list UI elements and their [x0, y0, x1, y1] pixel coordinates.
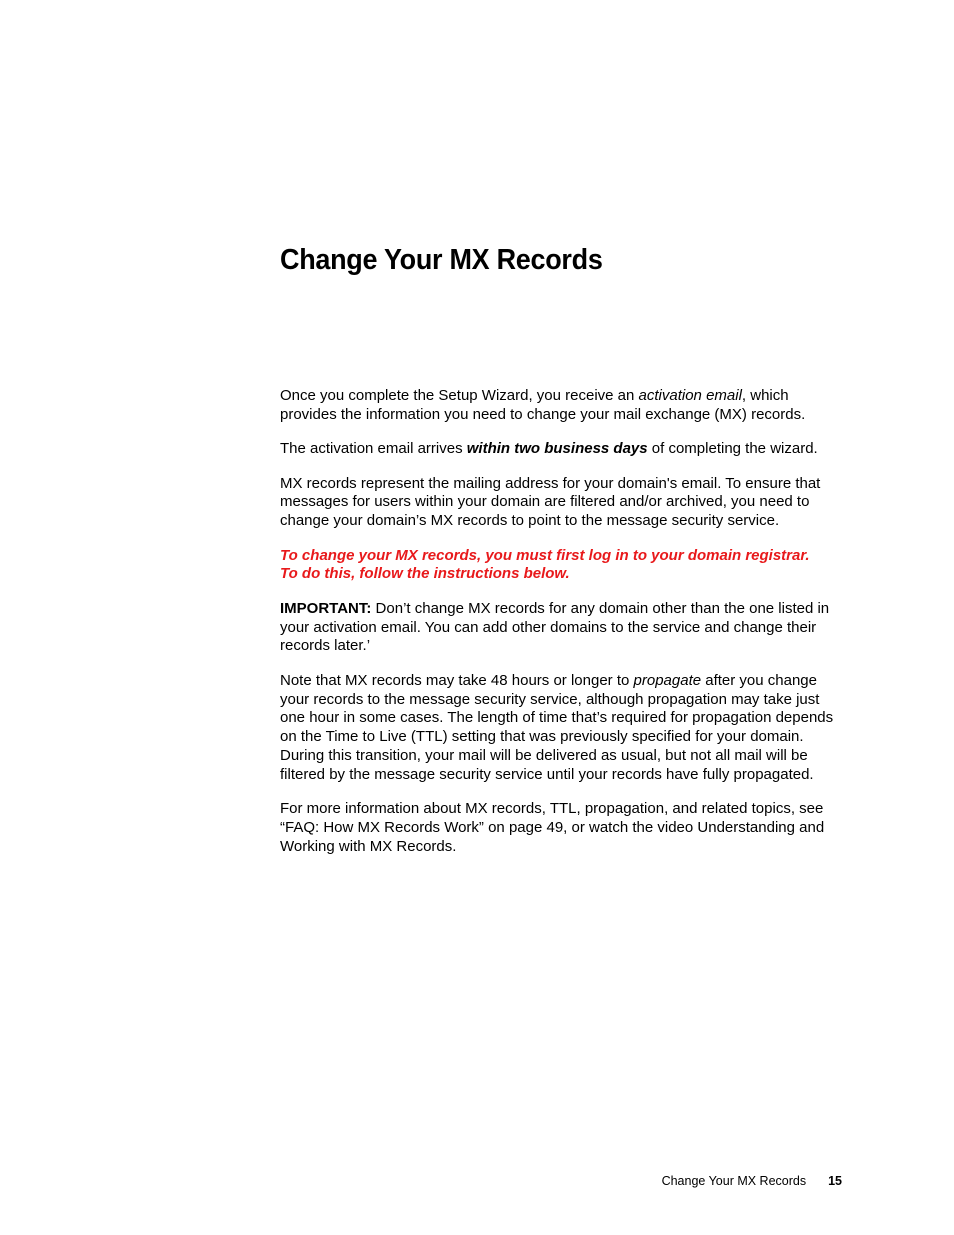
paragraph-mx-records-definition: MX records represent the mailing address for your domain's email. To ensure that messages for users within your domain are filtered and/or archived, you need to change your domain’s MX records to point to the message security service.	[280, 474, 821, 530]
important-note: IMPORTANT: Don’t change MX records for any domain other than the one listed in your activation email. You can add other domains to the service and change their records later.’	[280, 599, 830, 655]
page-footer	[0, 1174, 842, 1188]
emphasis-two-business-days: within two business days	[466, 440, 648, 458]
emphasis-activation-email: activation email	[638, 387, 742, 404]
emphasis-propagate: propagate	[633, 671, 702, 689]
paragraph-activation-email: Once you complete the Setup Wizard, you receive an activation email, which provides the information you need to change your mail exchange (MX) records.	[280, 387, 806, 423]
page-number: 15	[828, 1174, 842, 1188]
paragraph-more-info: For more information about MX records, TTL, propagation, and related topics, see “FAQ: How MX Records Work” on page 49, or watch the video Understanding and Working with MX Records.	[280, 800, 825, 855]
footer-section-title: Change Your MX Records	[661, 1174, 807, 1188]
body-content	[280, 387, 846, 872]
page-title: Change Your MX Records	[280, 244, 603, 276]
paragraph-arrival-time: The activation email arrives within two business days of completing the wizard.	[280, 440, 818, 458]
paragraph-propagation: Note that MX records may take 48 hours or longer to propagate after you change your records to the message security service, although propagation may take just one hour in some cases. The length of time that’s required for propagation depends on the Time to Live (TTL) setting that was previously specified for your domain. During this transition, your mail will be delivered as usual, but not all mail will be filtered by the message security service until your records have fully propagated.	[280, 671, 834, 783]
important-label: IMPORTANT:	[280, 599, 372, 617]
callout-instructions: To change your MX records, you must first log in to your domain registrar. To do this, follow the instructions below.	[280, 546, 810, 583]
